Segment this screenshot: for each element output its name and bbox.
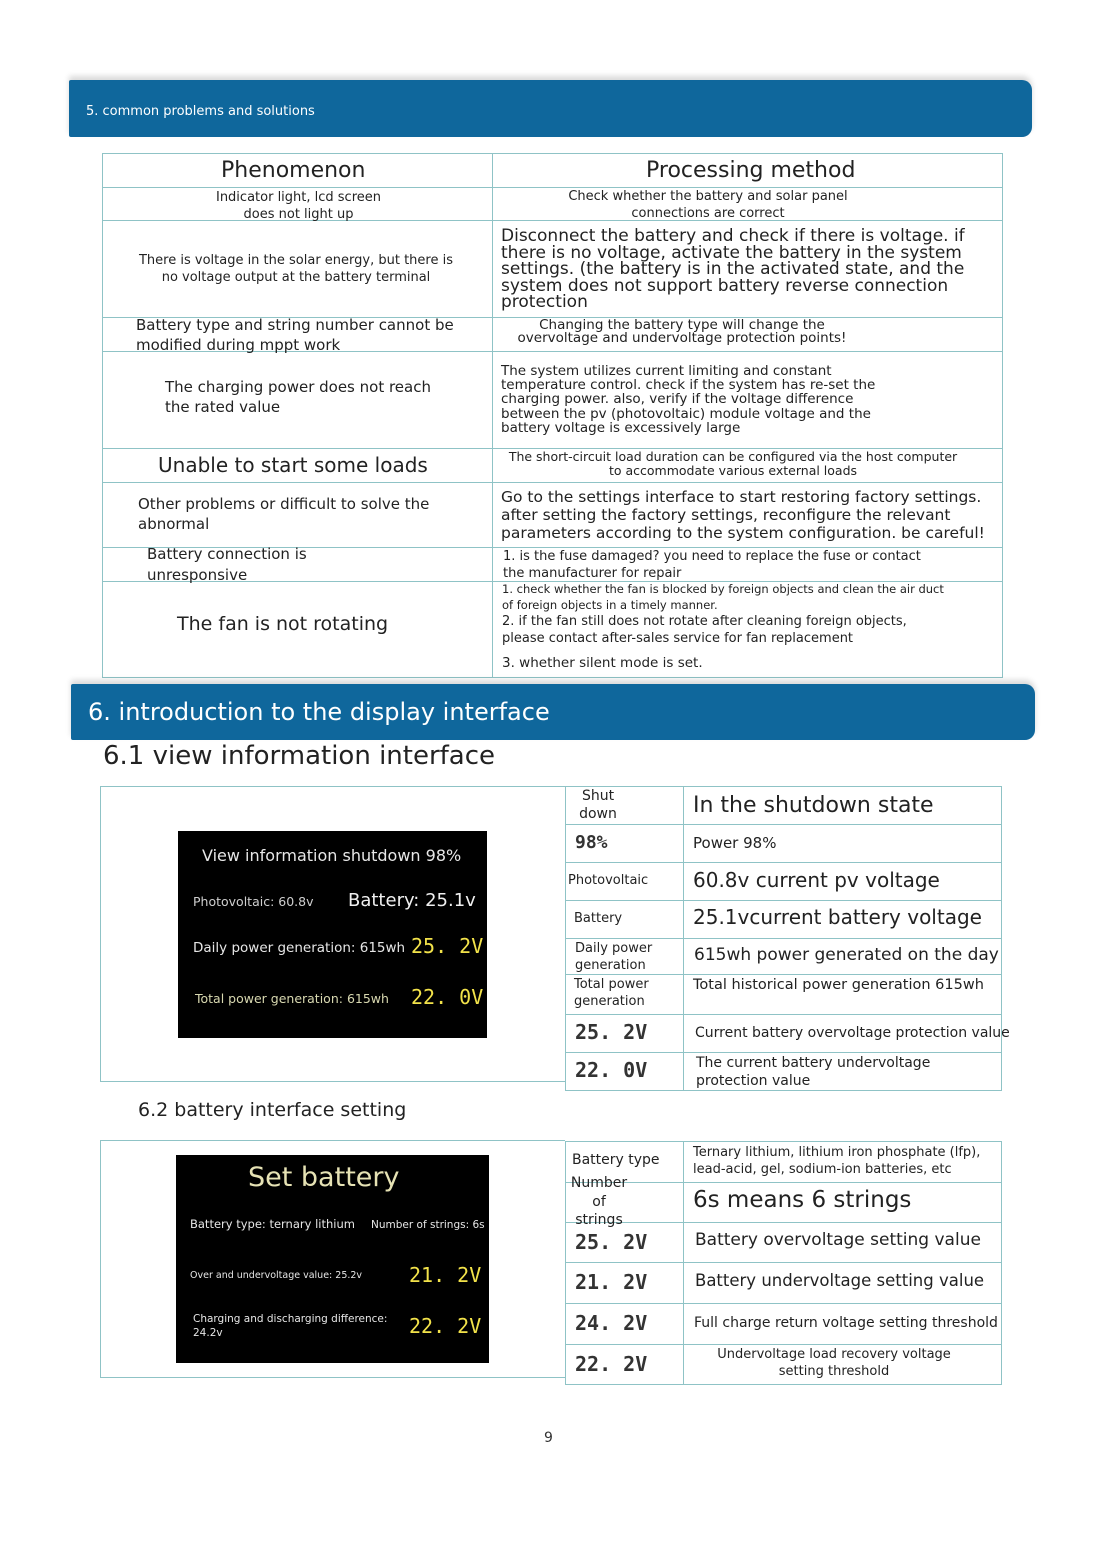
screen-total: Total power generation: 615wh [195,991,389,1006]
table-row: Battery type and string number cannot be modified during mppt work [103,318,493,352]
subsection-6-2-title: 6.2 battery interface setting [138,1099,407,1121]
set-battery-title: Set battery [248,1162,400,1193]
table-row: 24. 2V [566,1304,684,1345]
table-row: Unable to start some loads [103,449,493,483]
screen-battery: Battery: 25.1v [348,890,476,911]
section-5-banner [69,80,1032,137]
table-row: Battery [566,901,684,939]
table-row: Shut down [566,787,684,825]
table-row: Battery connection is unresponsive [103,548,493,582]
screen-daily-value: 25. 2V [411,934,484,958]
table-row: 25. 2V [566,1015,684,1053]
screen-title: View information shutdown 98% [202,846,462,865]
subsection-6-1-title: 6.1 view information interface [103,741,496,771]
set-battery-diff: Charging and discharging difference: 24.2v [193,1313,388,1339]
table-row: There is voltage in the solar energy, but there is no voltage output at the battery terminal [103,221,493,318]
table-row: Number of strings [566,1183,684,1223]
header-method: Processing method [493,154,1003,188]
header-phenomenon: Phenomenon [103,154,493,188]
table-row: The charging power does not reach the rated value [103,352,493,449]
table-row: Battery type [566,1142,684,1183]
table-row: 22. 2V [566,1345,684,1385]
set-battery-ov-uv: Over and undervoltage value: 25.2v [190,1270,363,1281]
table-row: Daily power generation [566,939,684,975]
problems-table: Phenomenon Processing method Indicator light, lcd screen does not light up Check whether the battery and solar panel connections are correct There is voltage in the solar energy, but there is no voltage output at the battery terminal Disconnect the battery and check if there is voltage. if there is no voltage, activate the battery in the system settings. (the battery is in the activated state, and the system does not support battery reverse connection protection Battery type and string number cannot be modified during mppt work Changing the battery type will change the overvoltage and undervoltage protection points! The charging power does not reach the rated value The system utilizes current limiting and constant temperature control. check if the system has re-set the charging power. also, verify if the voltage difference between the pv (photovoltaic) module voltage and the battery voltage is excessively large Unable to start some loads The short-circuit load duration can be configured via the host computer to accommodate various external loads Other problems or difficult to solve the abnormal Go to the settings interface to start restoring factory settings. after setting the factory settings, reconfigure the relevant parameters according to the system configuration. be careful! Battery connection is unresponsive 1. is the fuse damaged? you need to replace the fuse or contact the manufacturer for repair The fan is not rotating 1. check whether the fan is blocked by foreign objects and clean the air duct of foreign objects in a timely manner. 2. if the fan still does not rotate after cleaning foreign objects, please contact after-sales service for fan replacement 3. whether silent mode is set. [102,153,1003,678]
table-row: 22. 0V [566,1053,684,1091]
set-battery-type: Battery type: ternary lithium [190,1217,355,1231]
set-battery-ov-uv-value: 21. 2V [409,1263,482,1287]
table-row: 25. 2V [566,1223,684,1263]
screen-daily: Daily power generation: 615wh [193,940,406,956]
section-6-banner [71,684,1035,740]
section-5-title: 5. common problems and solutions [86,104,315,119]
battery-setting-table: Battery type Ternary lithium, lithium iron phosphate (lfp), lead-acid, gel, sodium-ion batteries, etc Number of strings 6s means 6 strings 25. 2V Battery overvoltage setting value 21. 2V Battery undervoltage setting value 24. 2V Full charge return voltage setting threshold 22. 2V Undervoltage load recovery voltage setting threshold [565,1141,1002,1385]
table-row: 98% [566,825,684,863]
set-battery-diff-value: 22. 2V [409,1314,482,1338]
table-row: 21. 2V [566,1263,684,1304]
view-info-table: Shut down In the shutdown state 98% Power 98% Photovoltaic 60.8v current pv voltage Battery 25.1vcurrent battery voltage Daily power generation 615wh power generated on the day Total power generation Total historical power generation 615wh 25. 2V Current battery overvoltage protection value 22. 0V The current battery undervoltage protection value [565,786,1002,1091]
table-row: The fan is not rotating [103,582,493,678]
set-battery-screen [176,1155,489,1363]
table-row: Indicator light, lcd screen does not light up [103,188,493,221]
section-6-title: 6. introduction to the display interface [88,698,550,726]
set-battery-strings: Number of strings: 6s [371,1219,485,1231]
page-number: 9 [544,1430,553,1446]
table-row: Photovoltaic [566,863,684,901]
screen-total-value: 22. 0V [411,985,484,1009]
table-row: Total power generation [566,975,684,1015]
screen-pv: Photovoltaic: 60.8v [193,894,314,909]
table-row: Other problems or difficult to solve the abnormal [103,483,493,548]
view-info-screen [178,831,487,1038]
